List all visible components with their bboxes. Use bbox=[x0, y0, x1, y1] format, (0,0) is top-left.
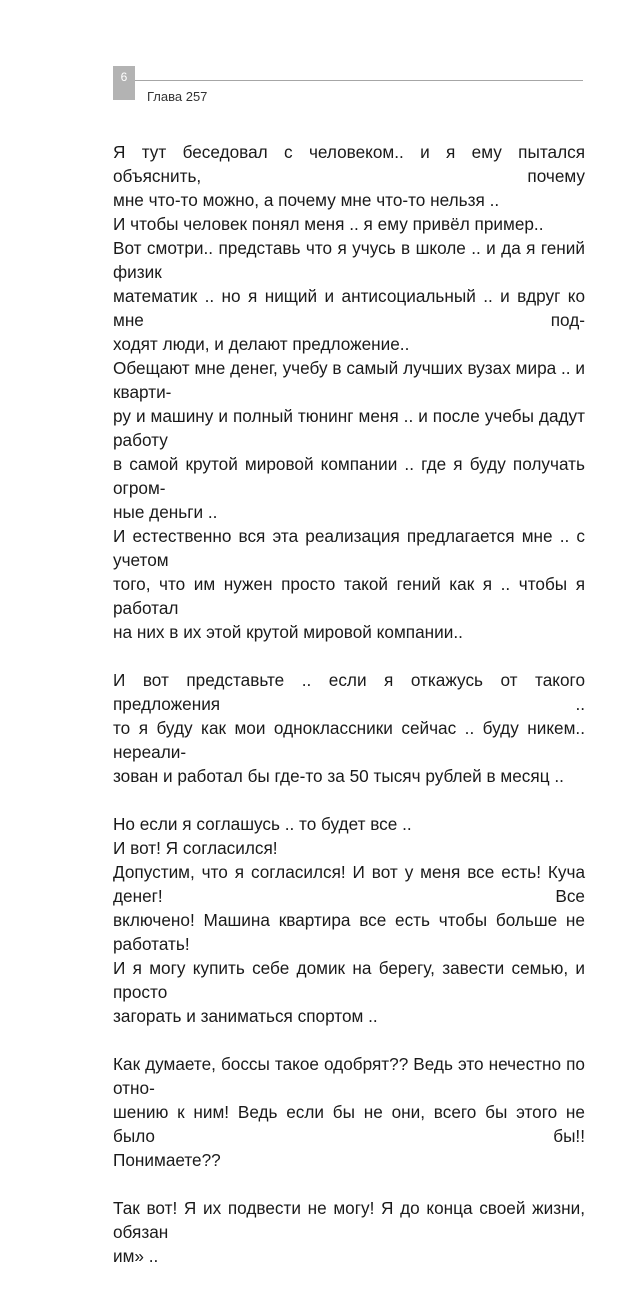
text-line: Понимаете?? bbox=[113, 1150, 221, 1170]
text-line: И естественно вся эта реализация предлагается мне .. с учетом bbox=[113, 526, 585, 570]
paragraph bbox=[113, 812, 585, 1028]
body-text bbox=[113, 140, 585, 1292]
text-line: загорать и заниматься спортом .. bbox=[113, 1006, 378, 1026]
text-line: И вот представьте .. если я откажусь от такого предложения .. bbox=[113, 670, 585, 714]
page-number: 6 bbox=[120, 70, 128, 84]
text-line: математик .. но я нищий и антисоциальный .. и вдруг ко мне под- bbox=[113, 286, 585, 330]
text-line: И вот! Я согласился! bbox=[113, 838, 278, 858]
text-line: И чтобы человек понял меня .. я ему привёл пример.. bbox=[113, 214, 544, 234]
text-line: Как думаете, боссы такое одобрят?? Ведь это нечестно по отно- bbox=[113, 1054, 585, 1098]
paragraph bbox=[113, 1196, 585, 1268]
paragraph bbox=[113, 668, 585, 788]
text-line: Я тут беседовал с человеком.. и я ему пытался объяснить, почему bbox=[113, 142, 585, 186]
text-line: зован и работал бы где-то за 50 тысяч рублей в месяц .. bbox=[113, 766, 564, 786]
text-line: Обещают мне денег, учебу в самый лучших вузах мира .. и кварти- bbox=[113, 358, 585, 402]
text-line: Допустим, что я согласился! И вот у меня все есть! Куча денег! Все bbox=[113, 862, 585, 906]
text-line: то я буду как мои одноклассники сейчас .. буду никем.. нереали- bbox=[113, 718, 585, 762]
text-line: Вот смотри.. представь что я учусь в школе .. и да я гений физик bbox=[113, 238, 585, 282]
text-line: того, что им нужен просто такой гений как я .. чтобы я работал bbox=[113, 574, 585, 618]
text-line: ру и машину и полный тюнинг меня .. и после учебы дадут работу bbox=[113, 406, 585, 450]
text-line: включено! Машина квартира все есть чтобы больше не работать! bbox=[113, 910, 585, 954]
chapter-title: Глава 257 bbox=[147, 89, 208, 104]
page-number-box bbox=[113, 66, 135, 100]
text-line: Так вот! Я их подвести не могу! Я до конца своей жизни, обязан bbox=[113, 1198, 585, 1242]
text-line: мне что-то можно, а почему мне что-то нельзя .. bbox=[113, 190, 500, 210]
text-line: Но если я соглашусь .. то будет все .. bbox=[113, 814, 412, 834]
paragraph bbox=[113, 1052, 585, 1172]
text-line: им» .. bbox=[113, 1246, 159, 1266]
text-line: на них в их этой крутой мировой компании.. bbox=[113, 622, 463, 642]
paragraph bbox=[113, 140, 585, 644]
text-line: в самой крутой мировой компании .. где я буду получать огром- bbox=[113, 454, 585, 498]
text-line: И я могу купить себе домик на берегу, завести семью, и просто bbox=[113, 958, 585, 1002]
text-line: ные деньги .. bbox=[113, 502, 218, 522]
header-rule bbox=[135, 80, 583, 81]
text-line: ходят люди, и делают предложение.. bbox=[113, 334, 410, 354]
text-line: шению к ним! Ведь если бы не они, всего бы этого не было бы!! bbox=[113, 1102, 585, 1146]
